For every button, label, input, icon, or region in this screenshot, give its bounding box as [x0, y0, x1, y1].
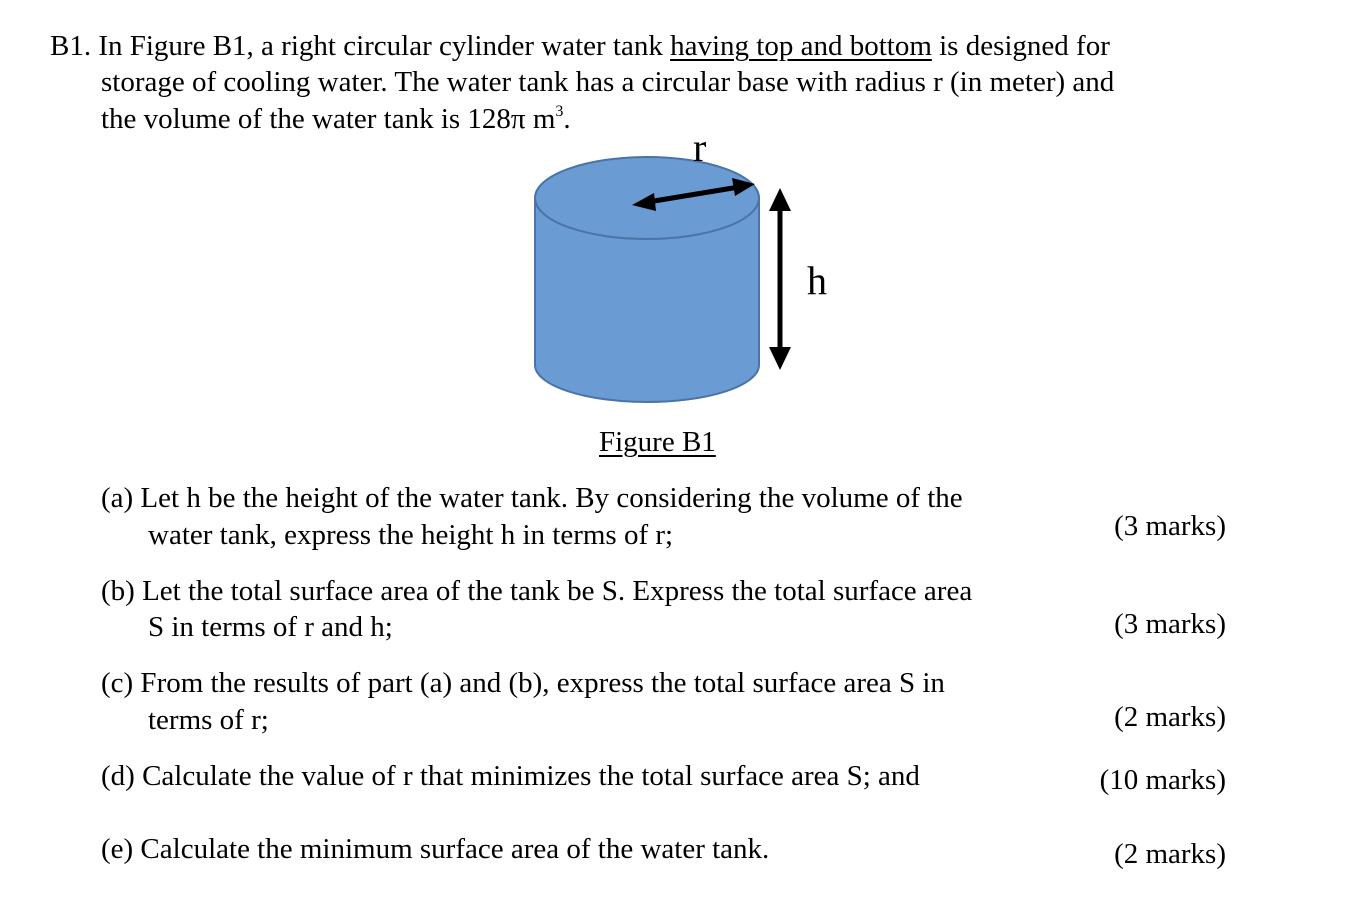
cylinder-diagram [520, 125, 840, 415]
question-number: B1. [50, 30, 92, 62]
question-intro-line-1 [50, 28, 1110, 64]
part-c-line-2: terms of r; [148, 704, 269, 736]
part-a-line-1: (a) Let h be the height of the water tank. By considering the volume of the [101, 482, 963, 514]
part-b-line-1: (b) Let the total surface area of the tank be S. Express the total surface area [101, 575, 973, 607]
question-intro-line-2: storage of cooling water. The water tank has a circular base with radius r (in meter) and [101, 66, 1115, 98]
volume-exponent: 3 [555, 103, 564, 120]
intro-text-1b: is designed for [931, 30, 1110, 62]
part-c-marks: (2 marks) [1114, 701, 1226, 733]
part-e-marks: (2 marks) [1114, 838, 1226, 870]
height-label: h [807, 258, 827, 303]
intro-text-underlined: having top and bottom [670, 30, 932, 62]
intro-text-1a: In Figure B1, a right circular cylinder water tank [98, 30, 671, 62]
part-b-line-2: S in terms of r and h; [148, 611, 393, 643]
intro-text-3: the volume of the water tank is 128π m [101, 103, 556, 135]
part-a-line-2: water tank, express the height h in terms of r; [148, 519, 674, 551]
radius-label: r [693, 125, 707, 170]
figure-caption: Figure B1 [599, 426, 716, 458]
height-arrow [769, 188, 791, 370]
part-d-line-1: (d) Calculate the value of r that minimizes the total surface area S; and [101, 760, 920, 792]
part-c-line-1: (c) From the results of part (a) and (b), express the total surface area S in [101, 667, 945, 699]
part-a-marks: (3 marks) [1114, 510, 1226, 542]
part-d-marks: (10 marks) [1099, 764, 1226, 796]
part-e-line-1: (e) Calculate the minimum surface area of the water tank. [101, 833, 770, 865]
intro-text-3-end: . [563, 103, 571, 135]
question-intro-line-3 [101, 101, 571, 137]
part-b-marks: (3 marks) [1114, 608, 1226, 640]
cylinder-figure [520, 125, 840, 415]
